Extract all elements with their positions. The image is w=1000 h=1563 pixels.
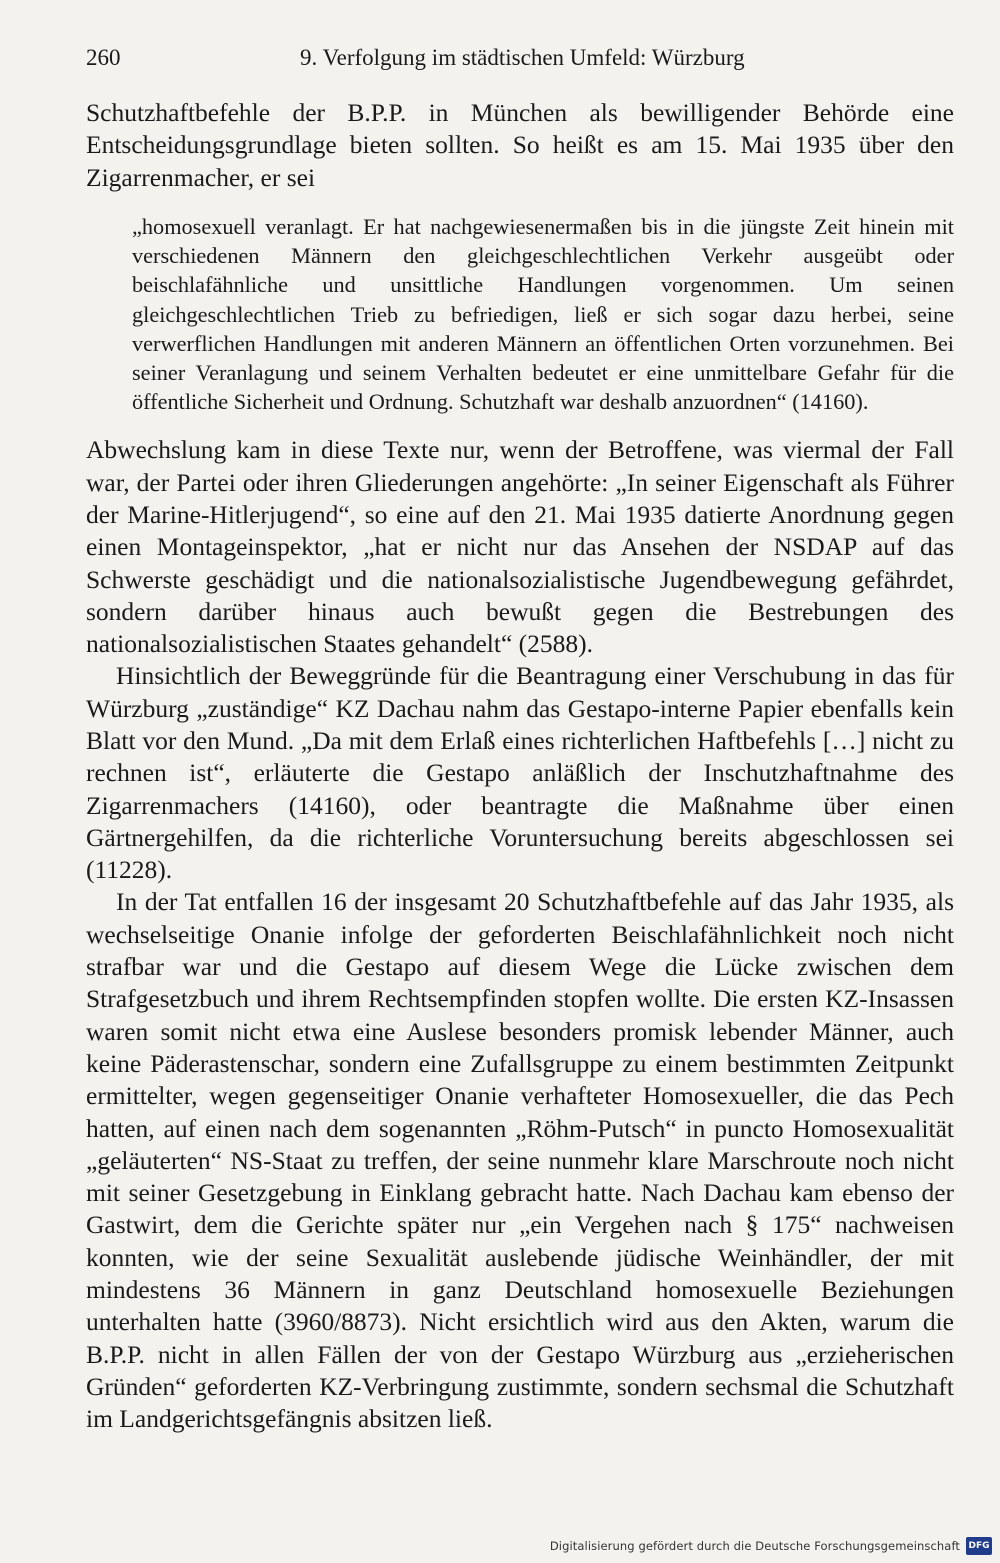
page-header <box>86 40 954 76</box>
funding-note: Digitalisierung gefördert durch die Deutsche Forschungsgemeinschaft <box>549 1539 960 1553</box>
body-text <box>86 97 954 1436</box>
paragraph-1: Schutzhaftbefehle der B.P.P. in München als bewilligender Behörde eine Entscheidungsgrundlage bieten sollten. So heißt es am 15. Mai 1935 über den Zigarrenmacher, er sei <box>86 98 954 192</box>
page-number: 260 <box>86 45 121 70</box>
block-quote: „homosexuell veranlagt. Er hat nachgewiesenermaßen bis in die jüngste Zeit hinein mit verschiedenen Männern den gleichgeschlechtlichen Verkehr ausgeübt oder beischlafähnliche und unsittliche Handlungen vorgenommen. Um seinen gleichgeschlechtlichen Trieb zu befriedigen, ließ er sich sogar dazu herbei, seine verwerflichen Handlungen mit anderen Männern an öffentlichen Orten vorzunehmen. Bei seiner Veranlagung und seinem Verhalten bedeutet er eine unmittelbare Gefahr für die öffentliche Sicherheit und Ordnung. Schutzhaft war deshalb anzuordnen“ (14160). <box>132 213 954 415</box>
dfg-logo-icon: DFG <box>966 1537 992 1555</box>
paragraph-3: Hinsichtlich der Beweggründe für die Beantragung einer Verschubung in das für Würzburg „zuständige“ KZ Dachau nahm das Gestapo-interne Papier ebenfalls kein Blatt vor den Mund. „Da mit dem Erlaß eines richterlichen Haftbefehls […] nicht zu rechnen ist“, erläuterte die Gestapo anläßlich der Inschutzhaftnahme des Zigarrenmachers (14160), oder beantragte die Maßnahme über einen Gärtnergehilfen, da die richterliche Voruntersuchung bereits abgeschlossen sei (11228). <box>86 661 954 885</box>
paragraph-2: Abwechslung kam in diese Texte nur, wenn der Betroffene, was viermal der Fall war, der Partei oder ihren Gliederungen angehörte: „In seiner Eigenschaft als Führer der Marine-Hitlerjugend“, so eine auf den 21. Mai 1935 datierte Anordnung gegen einen Montageinspektor, „hat er nicht nur das Ansehen der NSDAP auf das Schwerste geschädigt und die nationalsozialistische Jugendbewegung gefährdet, sondern darüber hinaus auch bewußt gegen die Bestrebungen des nationalsozialistischen Staates gehandelt“ (2588). <box>86 435 954 659</box>
digitization-footer <box>550 1535 992 1557</box>
paragraph-4: In der Tat entfallen 16 der insgesamt 20 Schutzhaftbefehle auf das Jahr 1935, als wechselseitige Onanie infolge der geforderten Beischlafähnlichkeit noch nicht strafbar war und die Gestapo auf diesem Wege die Lücke zwischen dem Strafgesetzbuch und ihrem Rechtsempfinden stopfen wollte. Die ersten KZ-Insassen waren somit nicht etwa eine Auslese besonders promisk lebender Männer, auch keine Päderastenschar, sondern eine Zufallsgruppe zu einem bestimmten Zeitpunkt ermittelter, wegen gegenseitiger Onanie verhafteter Homosexueller, die das Pech hatten, auf einen nach dem sogenannten „Röhm-Putsch“ in puncto Homosexualität „geläuterten“ NS-Staat zu treffen, der seine nunmehr klare Marschroute noch nicht mit seiner Gesetzgebung in Einklang gebracht hatte. Nach Dachau kam ebenso der Gastwirt, dem die Gerichte später nur „ein Vergehen nach § 175“ nachweisen konnten, wie der seine Sexualität auslebende jüdische Weinhändler, der mit mindestens 36 Männern in ganz Deutschland homosexuelle Beziehungen unterhalten hatte (3960/8873). Nicht ersichtlich wird aus den Akten, warum die B.P.P. nicht in allen Fällen der von der Gestapo Würzburg aus „erzieherischen Gründen“ geforderten KZ-Verbringung zustimmte, sondern sechsmal die Schutzhaft im Landgerichtsgefängnis absitzen ließ. <box>86 887 954 1434</box>
running-head: 9. Verfolgung im städtischen Umfeld: Würzburg <box>300 45 745 70</box>
